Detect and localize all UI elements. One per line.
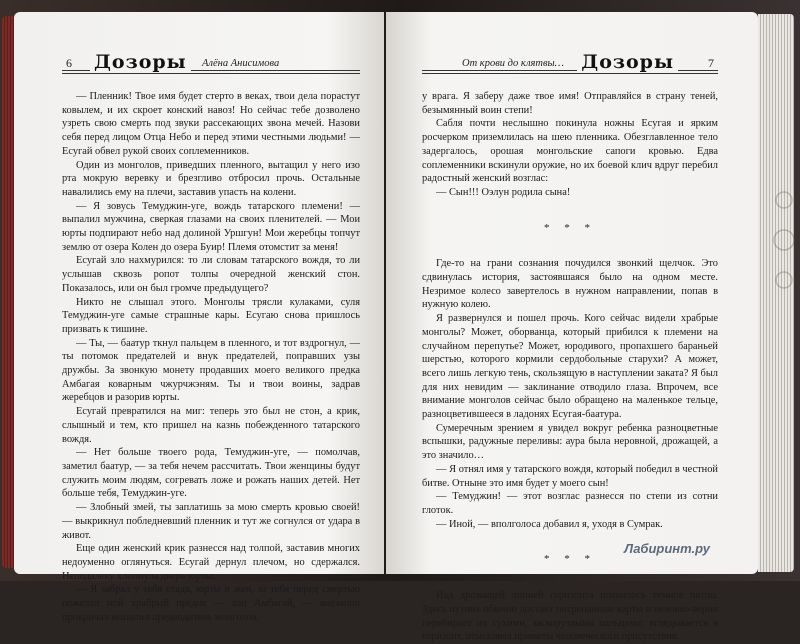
text-block-bottom	[422, 589, 718, 644]
paragraph: — Сын!!! Оэлун родила сына!	[436, 186, 571, 198]
running-head-title: От крови до клятвы…	[462, 58, 564, 69]
store-watermark: Лабиринт.ру	[624, 541, 710, 556]
paragraph: — Я зовусь Темуджин-уге, вождь татарского племени! — выпалил мужчина, сверкая глазами на своих пленителей. — Мои юрты подпирают небо над долиной Уршгун! Мои жеребцы топчут землю от озера Колен до озера Буир! Племя отомстит за меня!	[62, 200, 360, 253]
paragraph: Сабля почти неслышно покинула ножны Есугая и ярким росчерком приземлилась на шею пленника. Обезглавленное тело задергалось, орошая монгольские сапоги кровью. Едва соплеменники вскинули оружие, но их боевой клич вдруг перебил радостный женский возглас:	[422, 118, 718, 185]
page-number: 6	[66, 56, 72, 70]
section-separator: * * *	[544, 221, 596, 234]
left-page-header	[62, 46, 360, 90]
paragraph: Сумеречным зрением я увидел вокруг ребенка разноцветные вспышки, радужные переливы: аура была неровной, дрожащей, а это значило…	[422, 422, 718, 462]
running-head-author: Алёна Анисимова	[202, 58, 280, 69]
right-page-header	[422, 46, 718, 90]
paragraph: — Я забрал у тебя стада, юрты и жен, за тебя перед смертью пожелал мой храбрый предок — хан Амбагай, — внезапно прокричал выпалил предводитель монголов.	[62, 584, 360, 623]
paragraph: — Ты, — баатур ткнул пальцем в пленного, и тот вздрогнул, — ты потомок предателей и внук предателей, поправших узы дружбы. За звонкую монету продавших моего великого предка Амбагая коварным чжурчжэням. Ты и твои воины, задрав жеребцов и разорив юрты.	[62, 337, 360, 404]
series-logo: Дозоры	[90, 52, 191, 72]
series-logo: Дозоры	[577, 52, 678, 72]
right-page-body	[422, 90, 718, 644]
paragraph: Никто не слышал этого. Монголы трясли кулаками, суля Темуджин-уге самые страшные кары. Есугаю снова пришлось призвать к тишине.	[62, 296, 360, 335]
paragraph: Есугай превратился на миг: теперь это был не стон, а крик, слышный и тем, кто пришел на казнь побежденного татарского вождя.	[62, 406, 360, 445]
page-number: 7	[708, 56, 714, 70]
paragraph: — Я отнял имя у татарского вождя, который победил в честной битве. Отныне это имя будет у моего сын!	[422, 463, 718, 489]
paragraph: Я развернулся и пошел прочь. Кого сейчас видели храбрые монголы? Может, оборванца, который прибился к племени на случайном перепутье? Может, юродивого, пропахшего бараньей шерстью, которого кормили сердобольные старухи? А может, всего лишь легкую тень, скользящую в наступлении заката? Я был для них невидим — заклинание отводило глаза. Впрочем, все внимание монголов сейчас было обращено на маленькое тельце, разноцветившееся в ладонях Есугая-баатура.	[422, 313, 718, 421]
paragraph: Еще один женский крик разнесся над толпой, заставив многих недоуменно оглянуться. Есугай дернул плечом, но сдержался. Неподалеку хлопнула дверь юрты.	[62, 543, 360, 582]
paragraph: Над дрожащей линией горизонта появилось темное пятно. Здесь путник обычно достает потрепанные карты и неловко-верно перебирает их сухими, заскорузлыми пальцами; вглядывается в горизонт, отыскивая приметы человеческого присутствия.	[422, 590, 718, 643]
paragraph: у врага. Я заберу даже твое имя! Отправляйся в страну теней, безымянный воин степи!	[422, 91, 718, 116]
paragraph: — Пленник! Твое имя будет стерто в веках, твои дела порастут ковылем, и их скроет конский навоз! Но сейчас тебе дозволено узреть свою смерть под звуки рассекающих звона мечей. Назови себя перед лицом Отца Небо и перед этими честными людьми! — Есугай обвел рукой своих соплеменников.	[62, 91, 360, 157]
paragraph: Один из монголов, приведших пленного, вытащил у него изо рта мокрую веревку и брезгливо отбросил прочь. Остальные навалились ему на плечи, заставив упасть на колени.	[62, 159, 360, 198]
paragraph: — Нет больше твоего рода, Темуджин-уге, — помолчав, заметил баатур, — за тебя нечем рассчитать. Твои женщины будут служить моим людям, согревать ложе и рожать наших детей. Нет больше тебя, Темуджин-уге.	[62, 447, 360, 500]
paragraph: — Иной, — вполголоса добавил я, уходя в Сумрак.	[436, 518, 663, 530]
paragraph: Где-то на грани сознания почудился звонкий щелчок. Это сдвинулась история, застоявшаяся было на одном месте. Незримое колесо завертелось в нужном направлении, попав в нужную колею.	[422, 258, 718, 311]
text-block-top	[422, 90, 718, 200]
header-rule	[422, 73, 718, 74]
paragraph: — Темуджин! — этот возглас разнесся по степи из сотни глоток.	[422, 491, 718, 516]
floral-ornament-icon	[770, 180, 798, 300]
section-separator: * * *	[544, 553, 596, 566]
paragraph: — Злобный змей, ты заплатишь за мою смерть кровью своей! — выкрикнул побледневший пленник и тут же согнулся от удара в живот.	[62, 502, 360, 541]
header-rule	[62, 73, 360, 74]
right-page	[386, 12, 758, 643]
paragraph: Есугай зло нахмурился: то ли словам татарского вождя, то ли услышав сквозь ропот толпы очередной женский стон. Показалось, или он был громче предыдущего?	[62, 255, 360, 294]
text-block-middle	[422, 257, 718, 531]
left-page	[14, 12, 384, 623]
left-page-body	[62, 90, 360, 624]
